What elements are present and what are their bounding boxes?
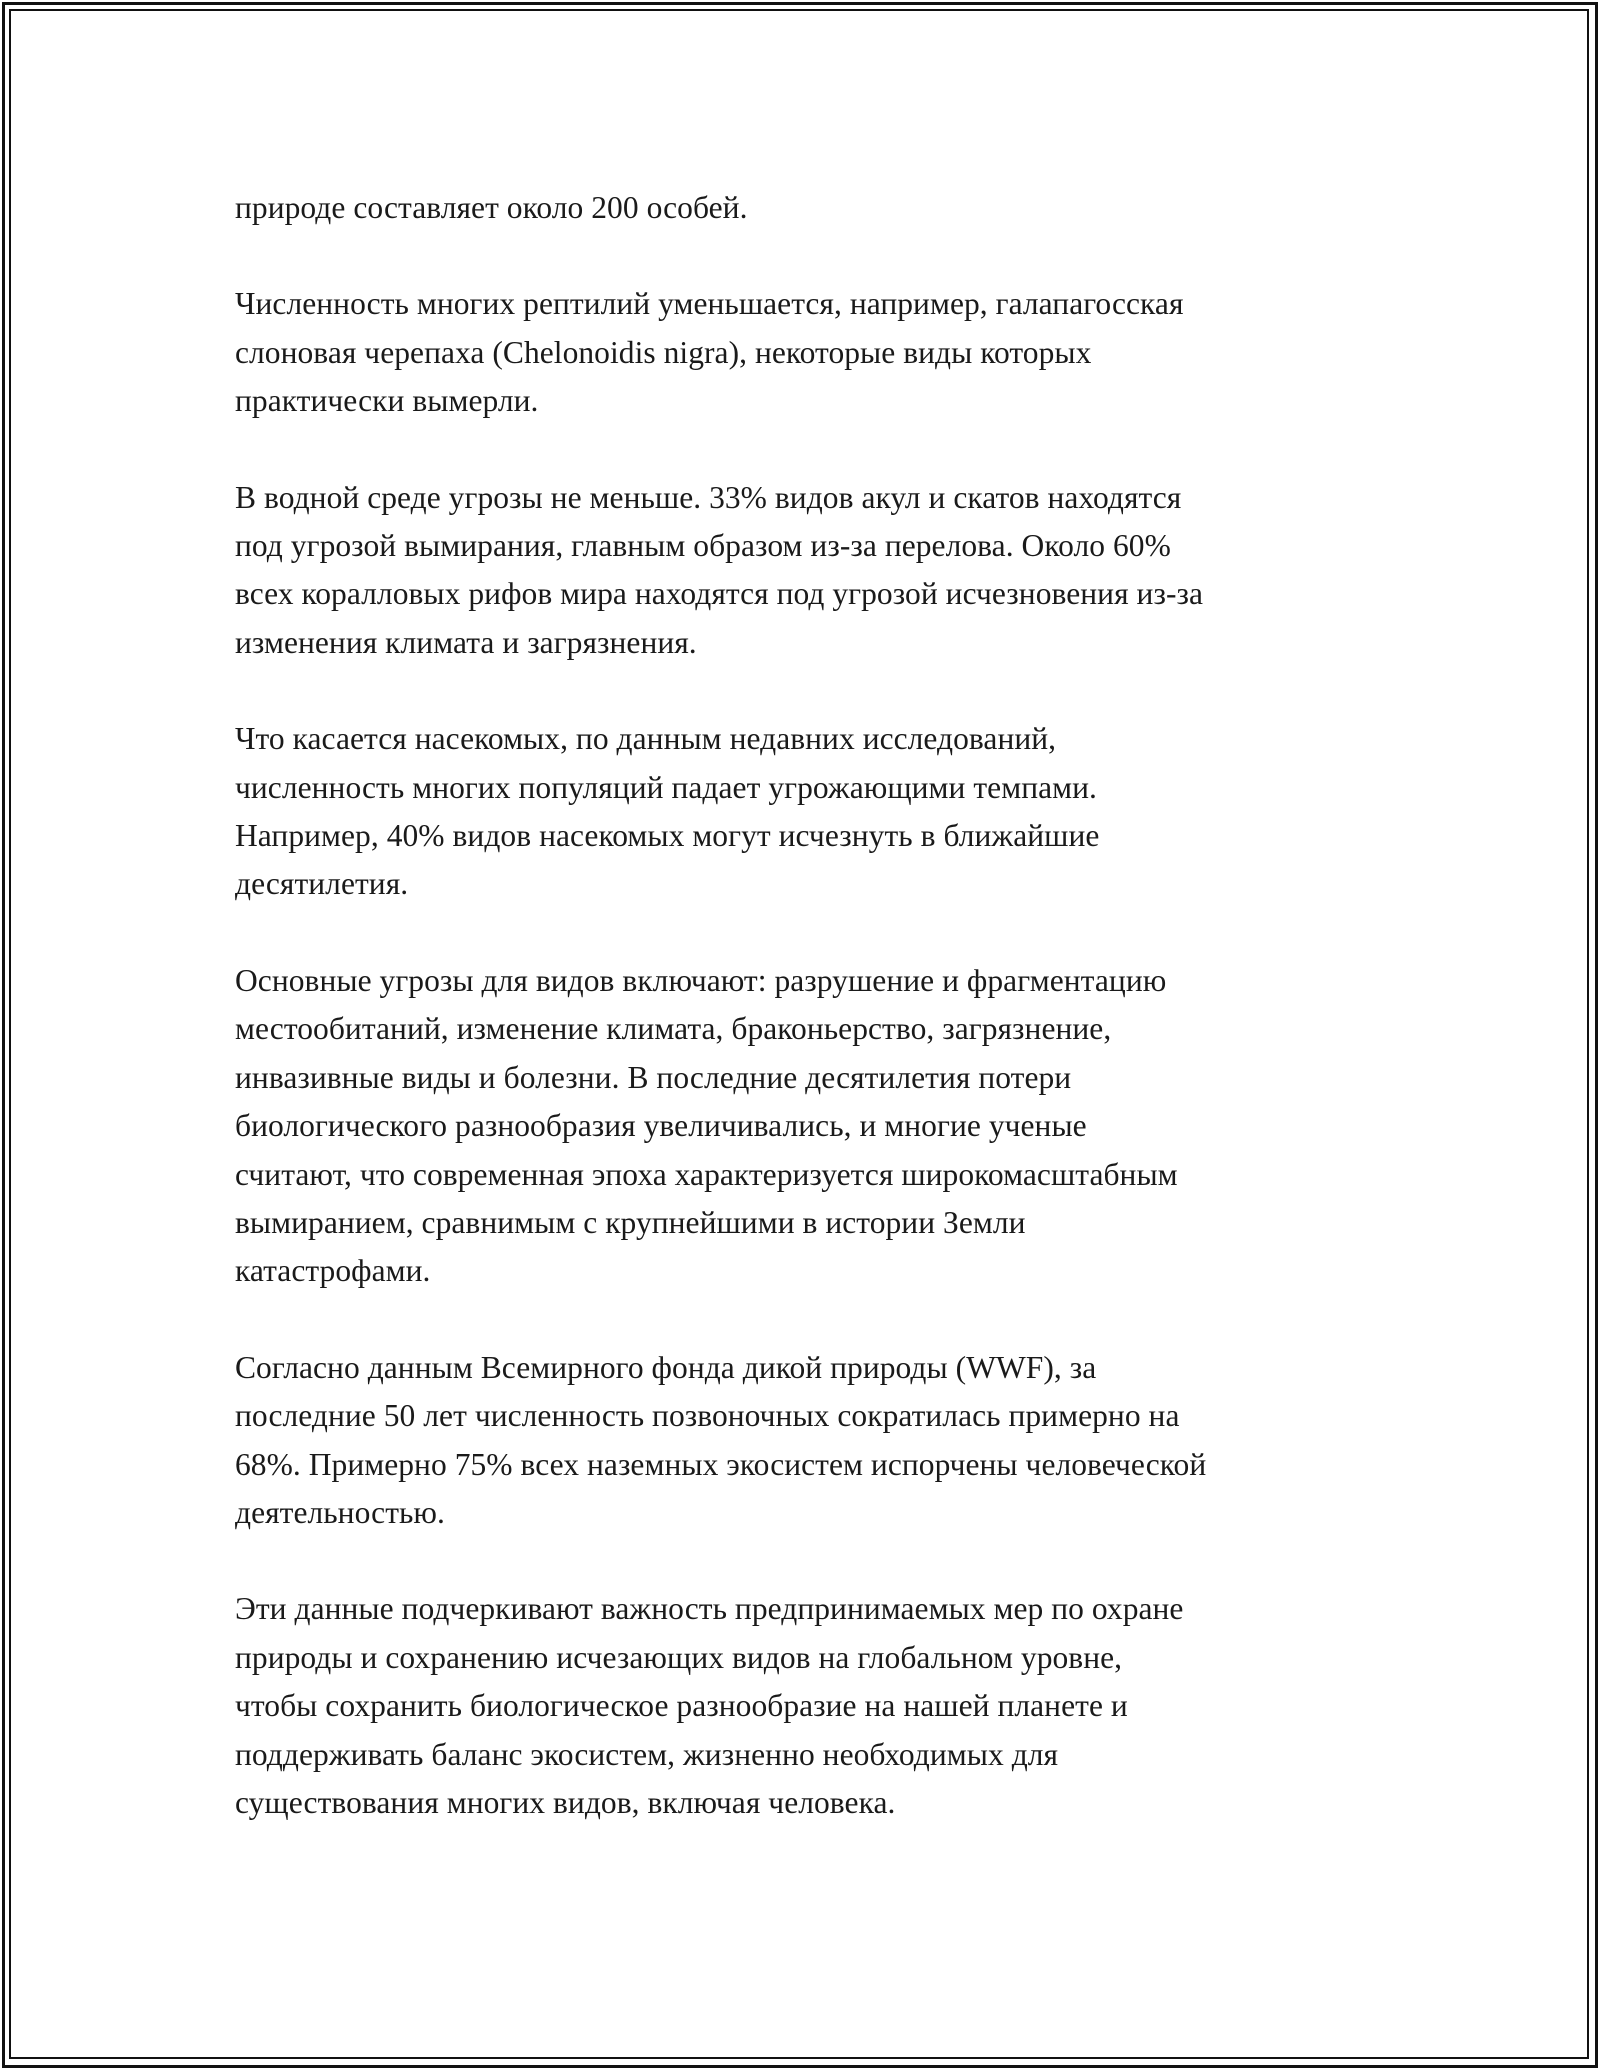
document-body [235, 184, 1375, 1827]
paragraph-continuation: природе составляет около 200 особей. [235, 190, 748, 225]
paragraph-reptiles: Численность многих рептилий уменьшается, например, галапагосская слоновая черепаха (Chelonoidis nigra), некоторые виды которых практически вымерли. [235, 286, 1184, 419]
paragraph-conclusion: Эти данные подчеркивают важность предпринимаемых мер по охране природы и сохранению исчезающих видов на глобальном уровне, чтобы сохранить биологическое разнообразие на нашей планете и поддерживать баланс экосистем, жизненно необходимых для существования многих видов, включая человека. [235, 1591, 1184, 1820]
paragraph-wwf-data: Согласно данным Всемирного фонда дикой природы (WWF), за последние 50 лет численность позвоночных сократилась примерно на 68%. Примерно 75% всех наземных экосистем испорчены человеческой деятельностью. [235, 1349, 1207, 1530]
paragraph-main-threats: Основные угрозы для видов включают: разрушение и фрагментацию местообитаний, изменение климата, браконьерство, загрязнение, инвазивные виды и болезни. В последние десятилетия потери биологического разнообразия увеличивались, и многие ученые считают, что современная эпоха характеризуется широкомасштабным вымиранием, сравнимым с крупнейшими в истории Земли катастрофами. [235, 962, 1178, 1289]
paragraph-insects: Что касается насекомых, по данным недавних исследований, численность многих популяций падает угрожающими темпами. Например, 40% видов насекомых могут исчезнуть в ближайшие десятилетия. [235, 721, 1100, 902]
paragraph-marine-threats: В водной среде угрозы не меньше. 33% видов акул и скатов находятся под угрозой вымирания, главным образом из-за перелова. Около 60% всех коралловых рифов мира находятся под угрозой исчезновения из-за изменения климата и загрязнения. [235, 479, 1204, 660]
